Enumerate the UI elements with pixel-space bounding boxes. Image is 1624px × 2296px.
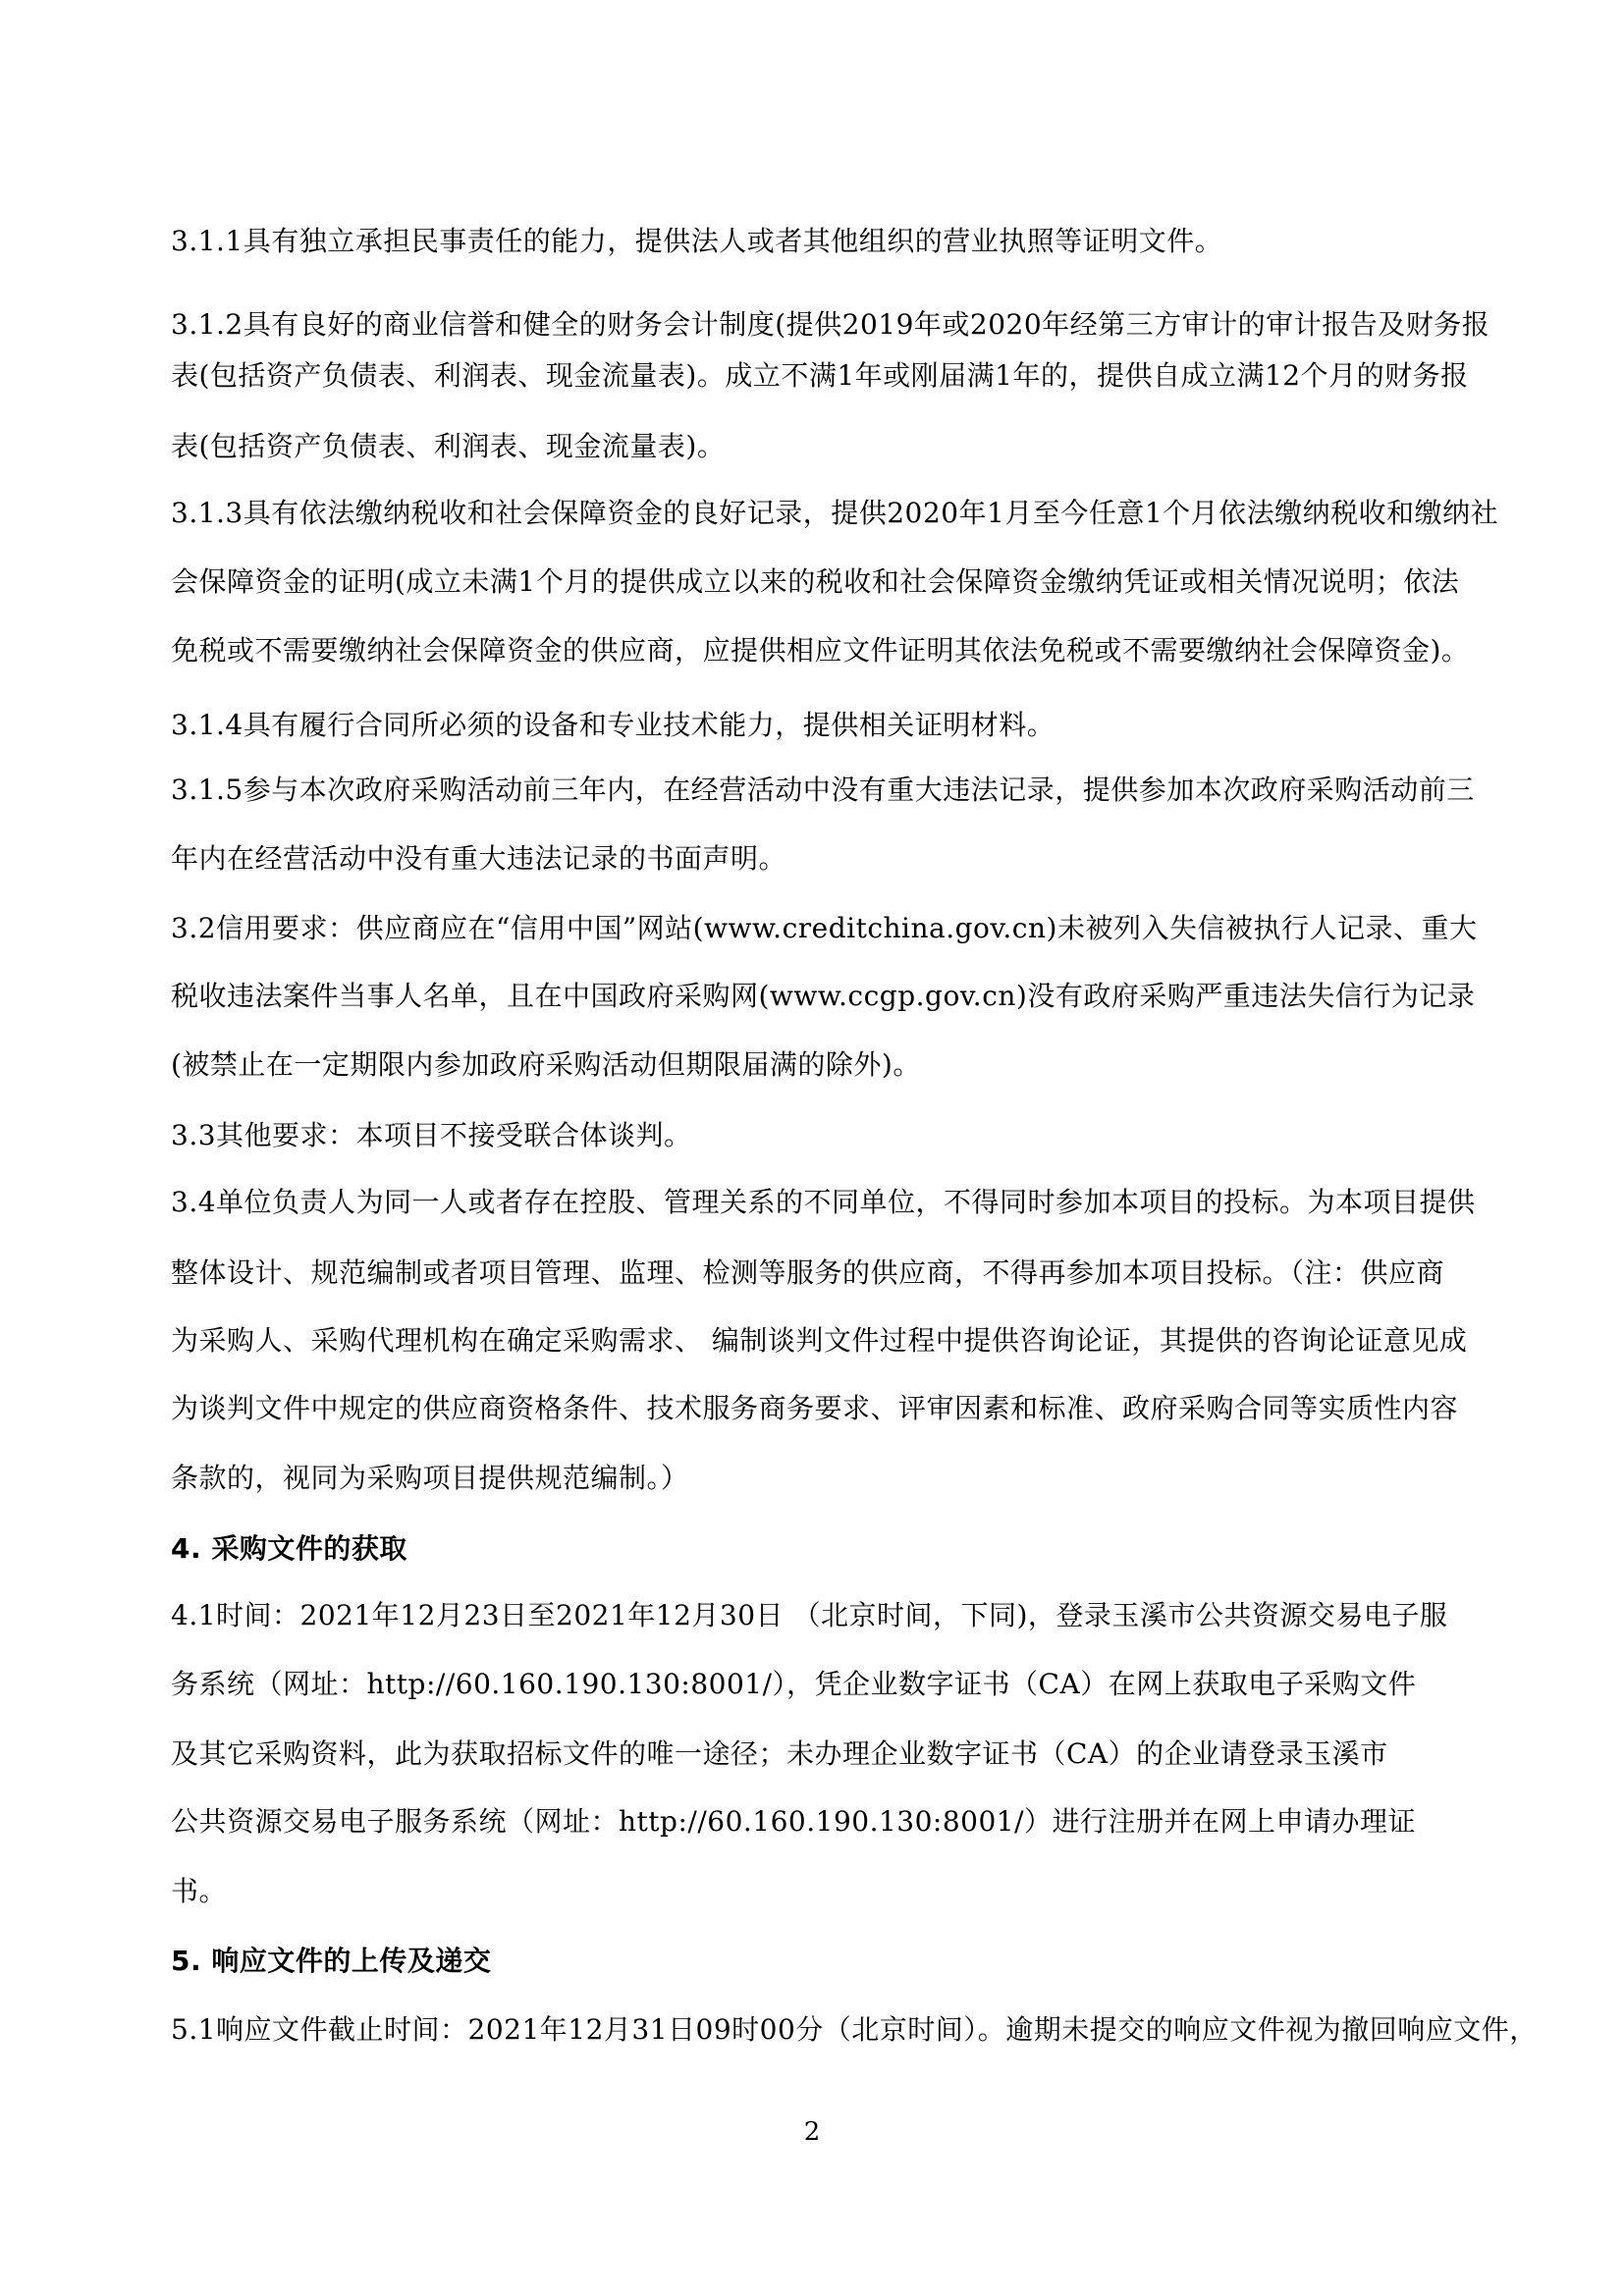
paragraph-line: 3.2信用要求：供应商应在“信用中国”网站(www.creditchina.gov.cn)未被列入失信被执行人记录、重大 [171,912,1478,944]
paragraph-line: 3.1.3具有依法缴纳税收和社会保障资金的良好记录，提供2020年1月至今任意1个月依法缴纳税收和缴纳社 [171,497,1499,529]
paragraph-line: 3.1.2具有良好的商业信誉和健全的财务会计制度(提供2019年或2020年经第三方审计的审计报告及财务报 [171,308,1490,341]
paragraph-line: 公共资源交易电子服务系统（网址：http://60.160.190.130:8001/）进行注册并在网上申请办理证 [171,1805,1417,1838]
paragraph-line: 年内在经营活动中没有重大违法记录的书面声明。 [171,842,787,875]
paragraph-line: 5.1响应文件截止时间：2021年12月31日09时00分（北京时间）。逾期未提交的响应文件视为撤回响应文件， [171,2013,1538,2046]
paragraph-line: 3.1.4具有履行合同所必须的设备和专业技术能力，提供相关证明材料。 [171,709,1056,741]
paragraph-line: 及其它采购资料，此为获取招标文件的唯一途径；未办理企业数字证书（CA）的企业请登录玉溪市 [171,1737,1388,1770]
section-heading: 4. 采购文件的获取 [171,1532,407,1565]
paragraph-line: 表(包括资产负债表、利润表、现金流量表)。成立不满1年或刚届满1年的，提供自成立满12个月的财务报 [171,359,1469,392]
paragraph-line: 为采购人、采购代理机构在确定采购需求、 编制谈判文件过程中提供咨询论证，其提供的咨询论证意见成 [171,1324,1468,1357]
paragraph-line: 3.1.5参与本次政府采购活动前三年内，在经营活动中没有重大违法记录，提供参加本次政府采购活动前三 [171,774,1475,806]
section-heading: 5. 响应文件的上传及递交 [171,1945,492,1977]
paragraph-line: 表(包括资产负债表、利润表、现金流量表)。 [171,430,726,462]
paragraph-line: 为谈判文件中规定的供应商资格条件、技术服务商务要求、评审因素和标准、政府采购合同等实质性内容 [171,1392,1459,1424]
paragraph-line: 会保障资金的证明(成立未满1个月的提供成立以来的税收和社会保障资金缴纳凭证或相关情况说明；依法 [171,565,1460,598]
paragraph-line: 3.3其他要求：本项目不接受联合体谈判。 [171,1119,692,1151]
paragraph-line: 3.1.1具有独立承担民事责任的能力，提供法人或者其他组织的营业执照等证明文件。 [171,225,1223,257]
paragraph-line: 条款的，视同为采购项目提供规范编制。） [171,1462,689,1494]
paragraph-line: 务系统（网址：http://60.160.190.130:8001/），凭企业数字证书（CA）在网上获取电子采购文件 [171,1668,1417,1700]
paragraph-line: 书。 [171,1875,228,1907]
paragraph-line: 税收违法案件当事人名单，且在中国政府采购网(www.ccgp.gov.cn)没有政府采购严重违法失信行为记录 [171,980,1476,1012]
page-number: 2 [803,2117,821,2147]
paragraph-line: 4.1时间：2021年12月23日至2021年12月30日 （北京时间，下同)，登录玉溪市公共资源交易电子服 [171,1599,1448,1631]
paragraph-line: 整体设计、规范编制或者项目管理、监理、检测等服务的供应商，不得再参加本项目投标。（注：供应商 [171,1256,1445,1289]
paragraph-line: (被禁止在一定期限内参加政府采购活动但期限届满的除外)。 [171,1048,921,1081]
paragraph-line: 3.4单位负责人为同一人或者存在控股、管理关系的不同单位，不得同时参加本项目的投标。为本项目提供 [171,1186,1476,1218]
paragraph-line: 免税或不需要缴纳社会保障资金的供应商，应提供相应文件证明其依法免税或不需要缴纳社会保障资金)。 [171,634,1470,667]
